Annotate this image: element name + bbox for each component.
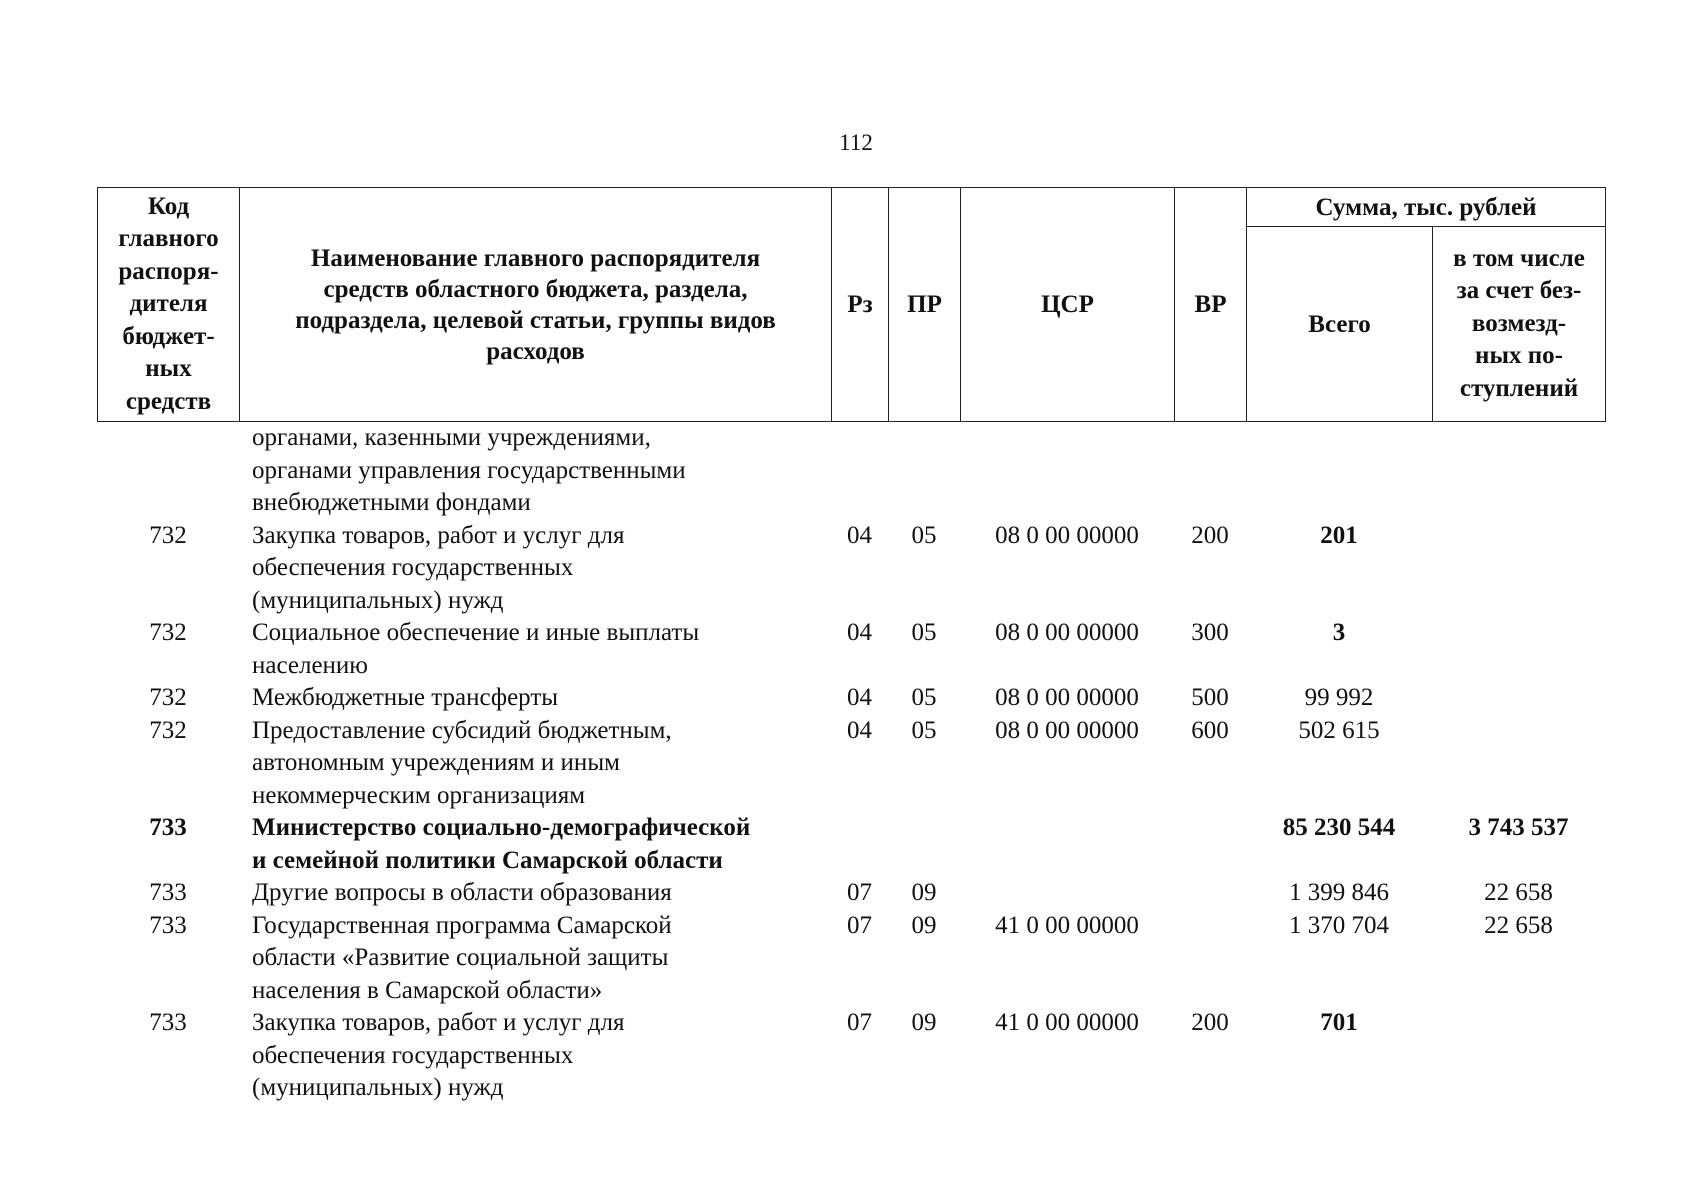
cell-csr: 08 0 00 00000 [995,684,1139,711]
cell-name: Государственная программа Самарской области «Развитие социальной защиты населения в Самарской области» [252,911,672,1004]
cell-pr: 05 [911,619,937,646]
cell-total: 85 230 544 [1282,814,1396,841]
cell-name: Предоставление субсидий бюджетным, автономным учреждениям и иным некоммерческим организациям [252,716,672,809]
cell-vr [1174,812,1246,877]
cell-csr [960,422,1174,520]
cell-rz: 04 [847,684,872,711]
header-code: Код главного распоря- дителя бюджет- ных средств [98,188,240,422]
table-row [97,422,1605,520]
header-incl: в том числе за счет без- возмезд- ных по- ступлений [1433,227,1606,422]
cell-pr: 05 [911,684,937,711]
cell-pr: 09 [911,911,937,939]
cell-name: Межбюджетные трансферты [252,684,559,711]
table-row [97,682,1605,715]
cell-csr: 08 0 00 00000 [995,716,1139,744]
cell-code: 732 [149,716,187,744]
cell-name: Закупка товаров, работ и услуг для обеспечения государственных (муниципальных) нужд [252,1009,625,1101]
cell-csr: 08 0 00 00000 [995,521,1139,549]
table-row [97,617,1605,682]
cell-vr: 200 [1191,521,1229,549]
table-row [97,520,1605,618]
cell-csr: 41 0 00 00000 [995,1009,1139,1036]
cell-code: 733 [149,1009,187,1036]
cell-rz: 07 [847,911,872,939]
table-row [97,715,1605,813]
cell-total [1246,422,1432,520]
table-row [97,812,1605,877]
cell-incl [1432,715,1605,813]
cell-name: Социальное обеспечение и иные выплаты населению [252,619,700,679]
table-body [97,422,1605,1105]
cell-code [97,422,239,520]
cell-rz: 07 [847,1009,872,1036]
cell-incl: 22 658 [1484,879,1553,906]
cell-vr: 500 [1191,684,1229,711]
cell-name: Министерство социально-демографической и семейной политики Самарской области [252,814,751,874]
cell-incl: 3 743 537 [1468,814,1569,841]
cell-name: Другие вопросы в области образования [252,879,672,906]
header-sum: Сумма, тыс. рублей [1247,188,1606,227]
cell-csr: 08 0 00 00000 [995,619,1139,646]
cell-incl: 22 658 [1484,911,1553,939]
cell-pr [888,422,960,520]
header-vr: ВР [1175,188,1247,422]
cell-rz [831,812,888,877]
cell-code: 732 [149,684,187,711]
header-name: Наименование главного распорядителя средств областного бюджета, раздела, подраздела, целевой статьи, группы видов расходов [240,188,832,422]
cell-incl [1432,520,1605,618]
cell-vr: 300 [1191,619,1229,646]
cell-rz: 04 [847,716,872,744]
cell-incl [1432,1007,1605,1105]
table-row [97,910,1605,1008]
cell-name: Закупка товаров, работ и услуг для обеспечения государственных (муниципальных) нужд [252,521,625,614]
cell-vr [1174,877,1246,910]
header-total: Всего [1247,227,1433,422]
cell-code: 733 [149,911,187,939]
cell-name: органами, казенными учреждениями, органами управления государственными внебюджетными фондами [252,424,686,516]
cell-total: 1 399 846 [1289,879,1389,906]
cell-pr: 09 [911,879,937,906]
cell-total: 201 [1320,521,1358,549]
cell-vr [1174,910,1246,1008]
cell-pr: 05 [911,716,937,744]
cell-rz: 07 [847,879,872,906]
cell-vr: 200 [1191,1009,1229,1036]
cell-incl [1432,682,1605,715]
cell-incl [1432,422,1605,520]
header-pr: ПР [889,188,961,422]
header-rz: Рз [832,188,889,422]
cell-total: 701 [1320,1009,1358,1036]
cell-code: 732 [149,521,187,549]
cell-total: 3 [1332,619,1346,646]
cell-total: 99 992 [1304,684,1374,711]
cell-pr: 05 [911,521,937,549]
cell-total: 502 615 [1298,716,1380,744]
table-row [97,1007,1605,1105]
cell-vr: 600 [1191,716,1229,744]
cell-total: 1 370 704 [1289,911,1389,939]
cell-csr [960,877,1174,910]
cell-code: 733 [149,879,187,906]
header-csr: ЦСР [961,188,1175,422]
cell-incl [1432,617,1605,682]
cell-rz: 04 [847,521,872,549]
cell-code: 732 [149,619,187,646]
table-header [97,187,1606,422]
page-number: 112 [839,130,873,155]
cell-pr: 09 [911,1009,937,1036]
cell-csr: 41 0 00 00000 [995,911,1139,939]
cell-pr [888,812,960,877]
cell-rz [831,422,888,520]
table-row [97,877,1605,910]
cell-csr [960,812,1174,877]
cell-vr [1174,422,1246,520]
cell-code: 733 [149,814,187,841]
cell-rz: 04 [847,619,872,646]
